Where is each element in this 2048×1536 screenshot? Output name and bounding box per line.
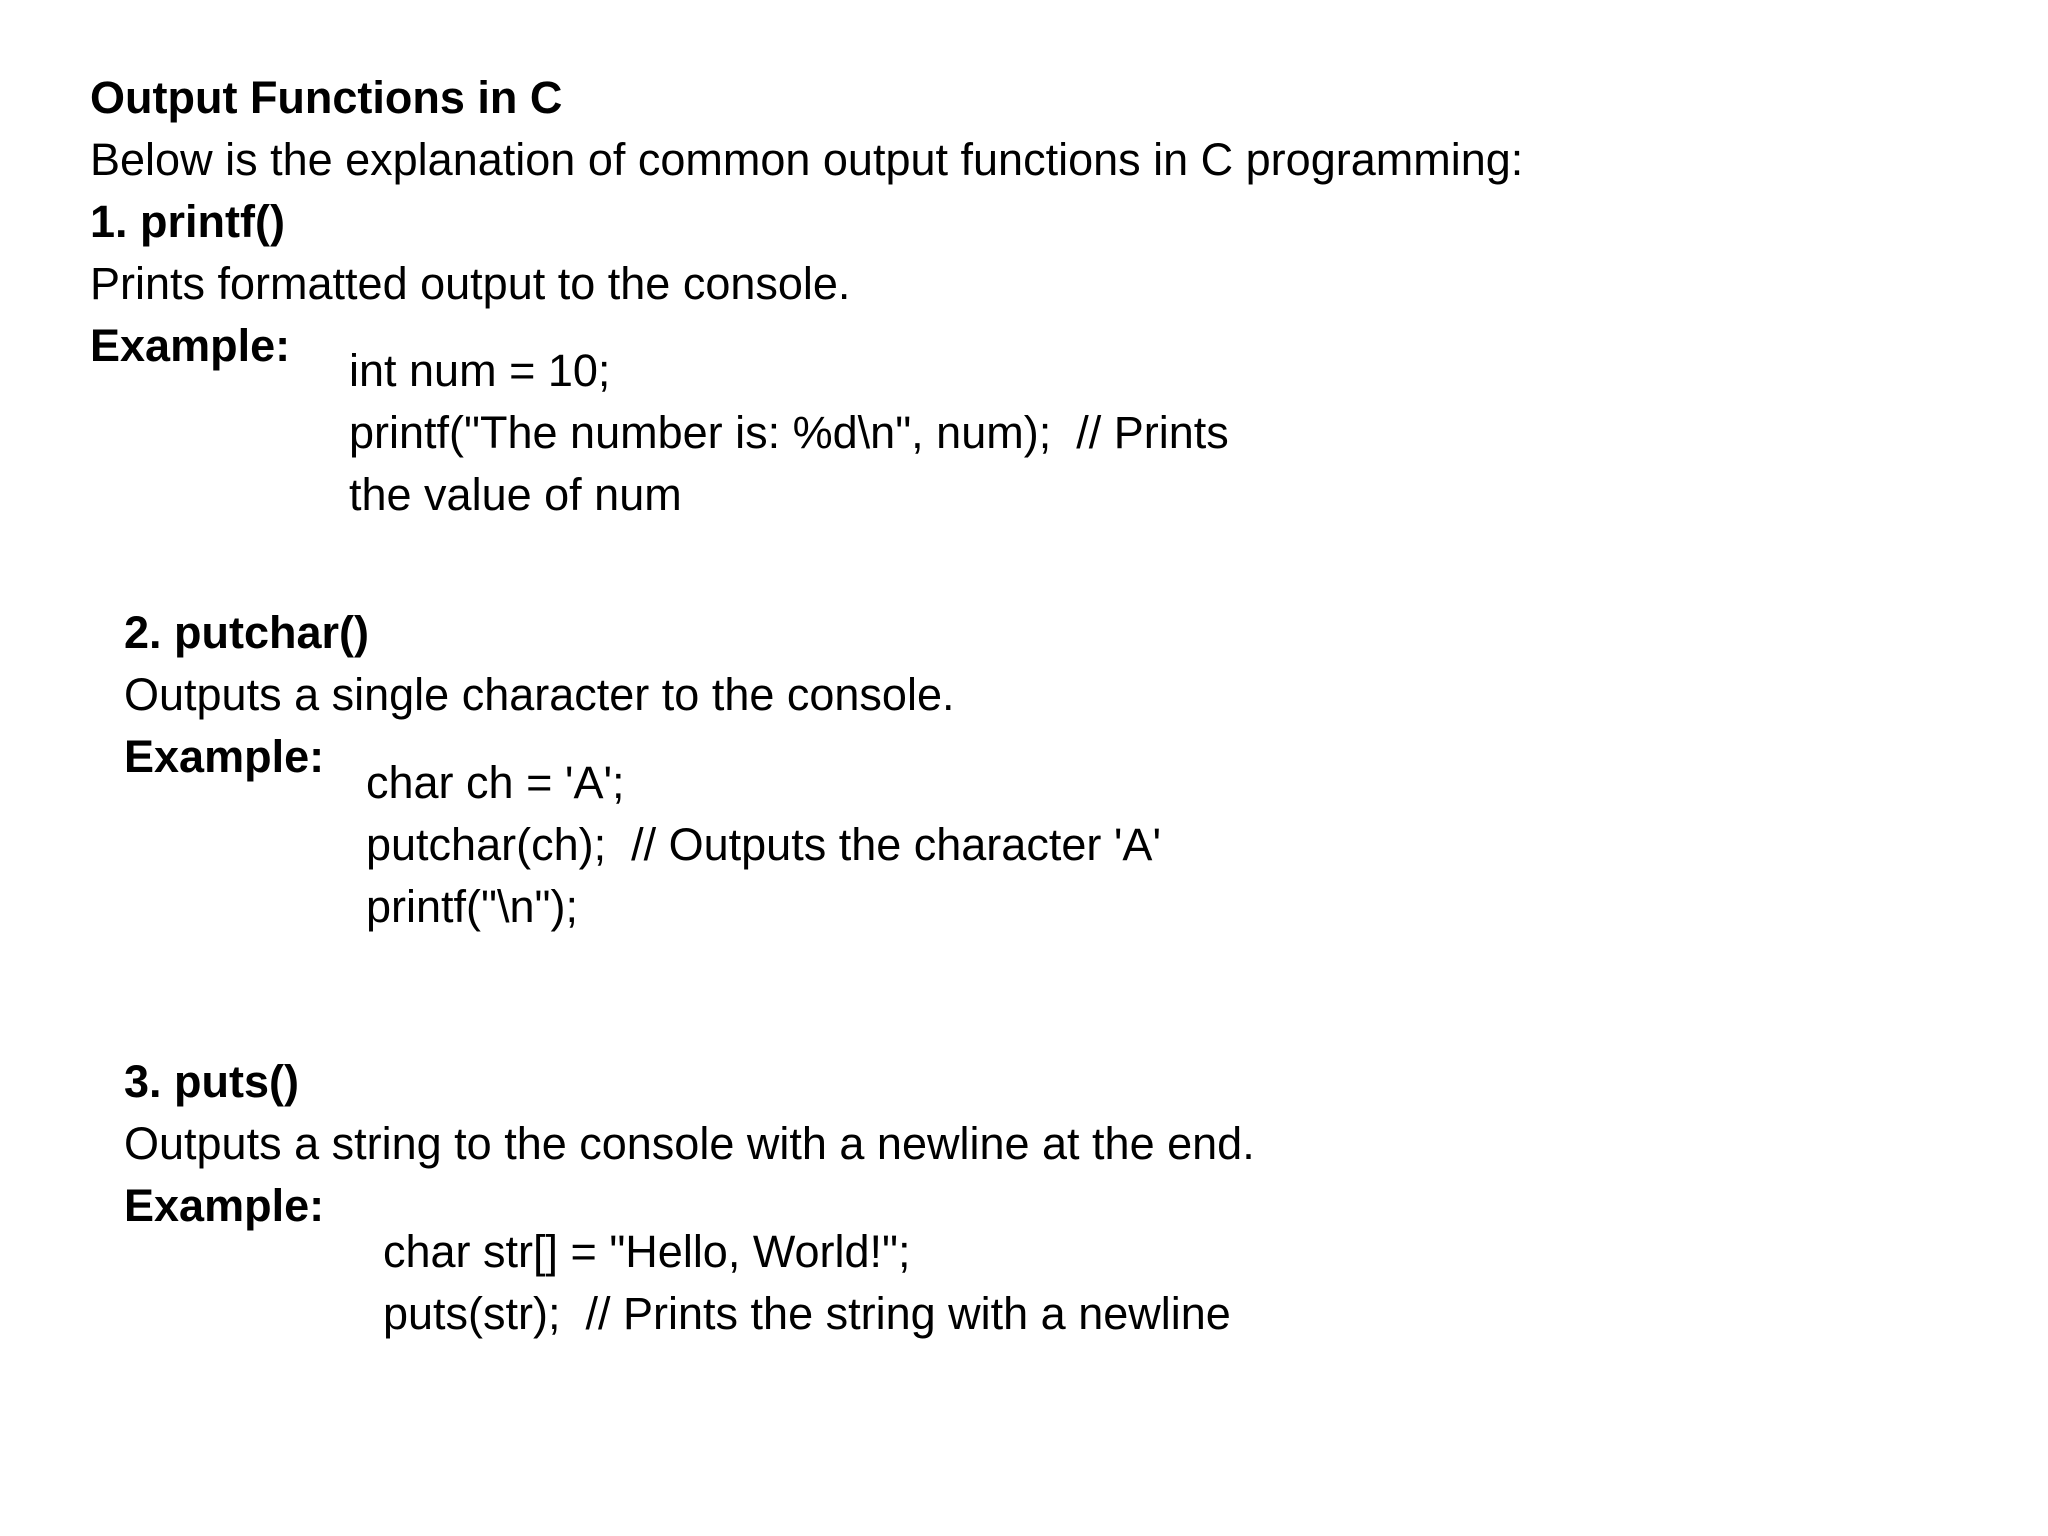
code-line: printf("The number is: %d\n", num); // Prints (349, 407, 1229, 458)
section-2-heading: 2. putchar() (124, 607, 370, 658)
code-line: char str[] = "Hello, World!"; (383, 1226, 911, 1277)
section-1-example-label: Example: (90, 320, 291, 371)
page-title: Output Functions in C (90, 72, 563, 123)
code-line: putchar(ch); // Outputs the character 'A' (366, 819, 1162, 870)
section-3-heading: 3. puts() (124, 1056, 299, 1107)
section-2-description: Outputs a single character to the console. (124, 669, 955, 720)
section-3-example-label: Example: (124, 1180, 325, 1231)
section-2-example-label: Example: (124, 731, 325, 782)
section-1-code-block (349, 340, 1229, 526)
intro-text: Below is the explanation of common output functions in C programming: (90, 134, 1524, 185)
code-line: the value of num (349, 469, 682, 520)
section-1-heading: 1. printf() (90, 196, 285, 247)
section-3-description: Outputs a string to the console with a newline at the end. (124, 1118, 1255, 1169)
code-line: int num = 10; (349, 345, 611, 396)
section-1-description: Prints formatted output to the console. (90, 258, 851, 309)
code-line: printf("\n"); (366, 881, 578, 932)
code-line: puts(str); // Prints the string with a newline (383, 1288, 1231, 1339)
code-line: char ch = 'A'; (366, 757, 625, 808)
section-2-code-block (366, 752, 1161, 938)
section-3-code-block (383, 1221, 1231, 1345)
